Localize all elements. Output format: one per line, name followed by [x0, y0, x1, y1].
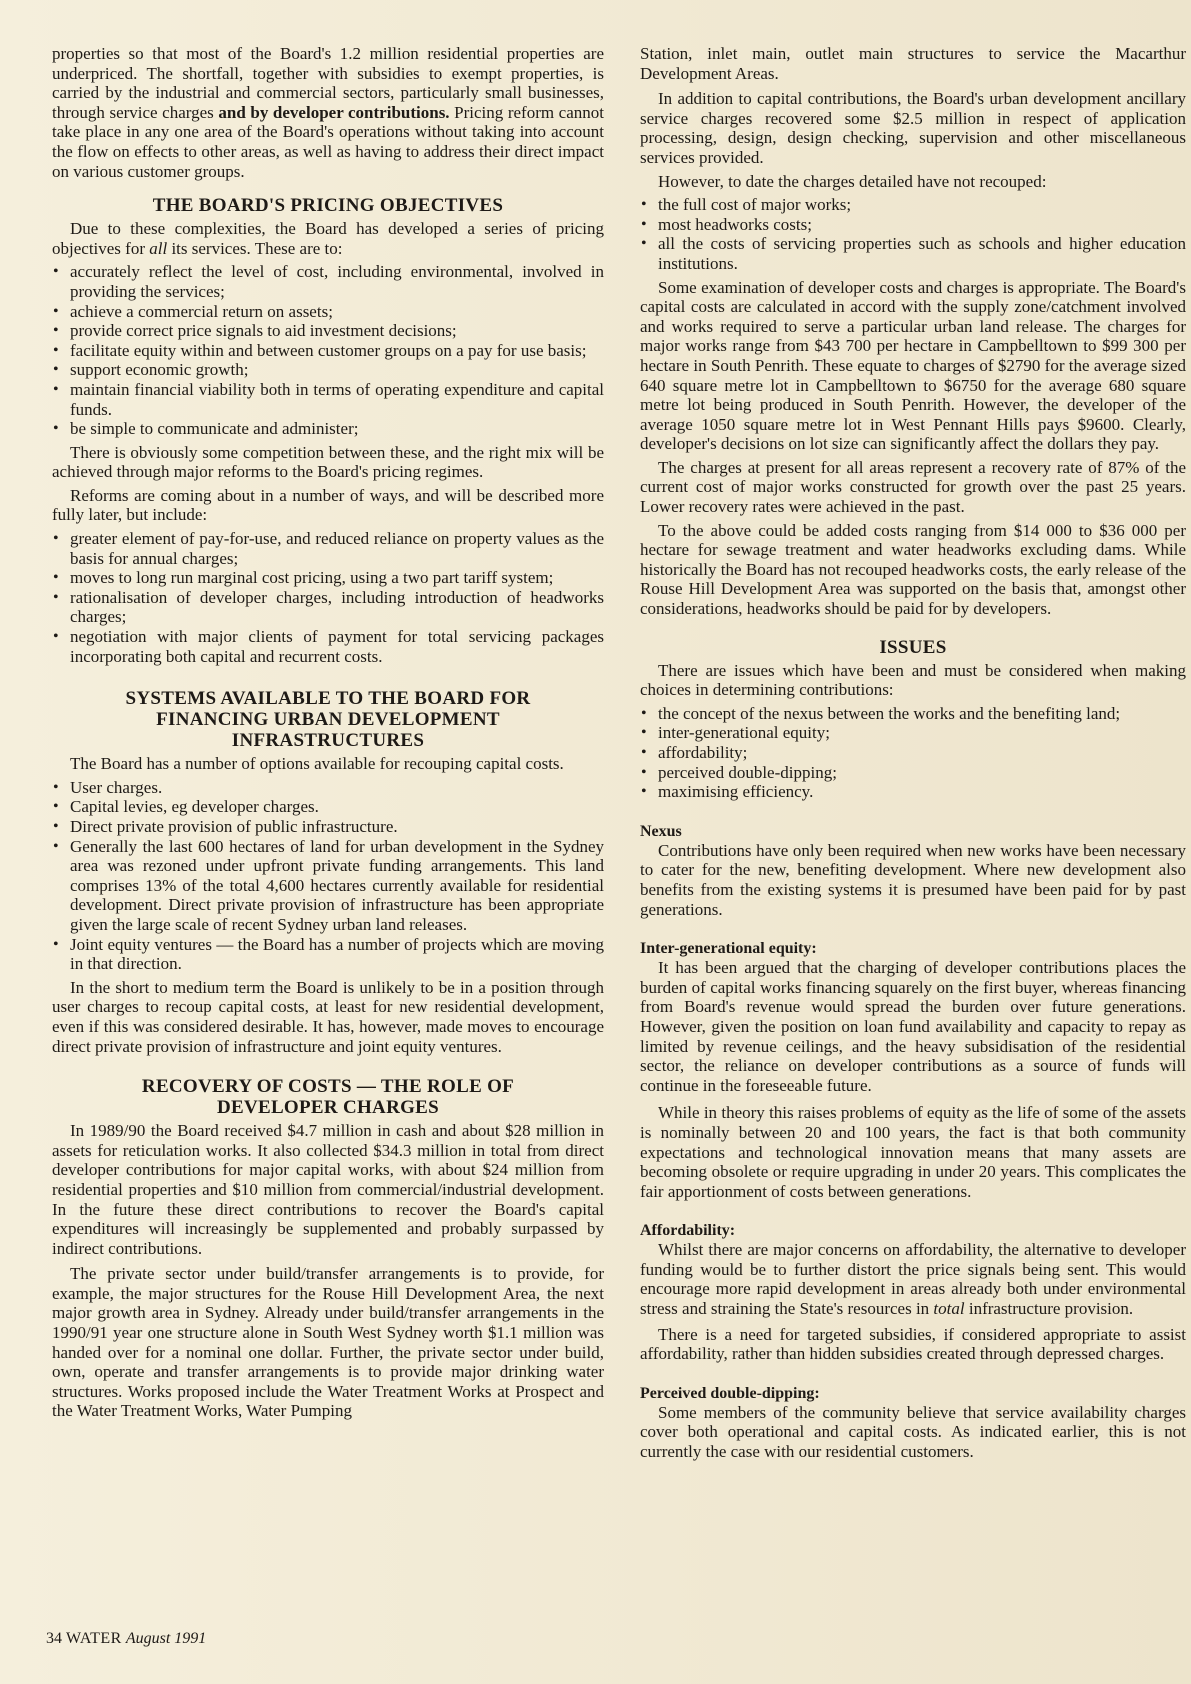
left-column	[52, 44, 604, 1425]
pricing-paragraph	[52, 219, 604, 258]
heading-issues: ISSUES	[879, 636, 947, 658]
intro-text-cont: Pricing reform cannot take place in any one area of the Board's operations without taking into account the flow on effects to other areas, as well as having to address their direct impact on various customer groups.	[52, 102, 604, 181]
list-item: • Direct private provision of public infrastructure.	[52, 817, 604, 837]
heading-pricing-objectives: THE BOARD'S PRICING OBJECTIVES	[152, 195, 504, 217]
issues-list	[640, 704, 1186, 802]
issue-date: August 1991	[125, 1630, 207, 1647]
list-item: • the concept of the nexus between the works and the benefiting land;	[640, 704, 1186, 724]
list-item: • be simple to communicate and administer;	[52, 419, 604, 439]
intergen-paragraph-2: While in theory this raises problems of equity as the life of some of the assets is nominally between 20 and 100 years, the fact is that both community expectations and technological innovation means that many assets are becoming obsolete or require upgrading in under 20 years. This complicates the fair apportionment of costs between generations.	[640, 1103, 1186, 1201]
page-footer	[46, 1630, 206, 1648]
subheading-affordability: Affordability:	[640, 1222, 736, 1240]
issues-paragraph: There are issues which have been and must be considered when making choices in determining contributions:	[640, 660, 1186, 700]
list-item: • greater element of pay-for-use, and reduced reliance on property values as the basis for annual charges;	[52, 529, 604, 568]
list-item: • Capital levies, eg developer charges.	[52, 797, 604, 817]
examination-paragraph: Some examination of developer costs and charges is appropriate. The Board's capital costs are calculated in accord with the supply zone/catchment involved and works required to serve a particular urban land release. The charges for major works range from $43 700 per hectare in Campbelltown to $99 300 per hectare in South Penrith. These equate to charges of $2790 for the average sized 640 square metre lot in Campbelltown to $6750 for the average 680 square metre lot being produced in South Penrith. However, the developer of the average 1050 square metre lot in West Pennant Hills pays $9600. Clearly, developer's decisions on lot size can significantly affect the dollars they pay.	[640, 277, 1186, 454]
list-item: • affordability;	[640, 743, 1186, 763]
systems-list	[52, 778, 604, 974]
pricing-objectives-list	[52, 262, 604, 438]
list-item: • rationalisation of developer charges, including introduction of headworks charges;	[52, 588, 604, 627]
list-item: • maximising efficiency.	[640, 782, 1186, 802]
affordability-paragraph-2: There is a need for targeted subsidies, if considered appropriate to assist affordability, rather than hidden subsidies created through depressed charges.	[640, 1324, 1186, 1364]
page-number: 34	[46, 1630, 62, 1647]
double-dipping-paragraph: Some members of the community believe that service availability charges cover both operational and capital costs. As indicated earlier, this is not currently the case with our residential customers.	[640, 1402, 1186, 1462]
subheading-perceived-double-dipping: Perceived double-dipping:	[640, 1384, 820, 1402]
affordability-italic: total	[933, 1299, 965, 1319]
list-item: • Joint equity ventures — the Board has a number of projects which are moving in that direction.	[52, 935, 604, 974]
subheading-nexus: Nexus	[640, 822, 682, 840]
list-item: • provide correct price signals to aid investment decisions;	[52, 321, 604, 341]
systems-paragraph: The Board has a number of options available for recouping capital costs.	[70, 754, 564, 774]
affordability-text: Whilst there are major concerns on affordability, the alternative to developer funding would be to further distort the price signals being sent. This would encourage more rapid development in areas already both under environmental stress and straining the State's resources in	[640, 1240, 1186, 1319]
added-costs-paragraph: To the above could be added costs ranging from $14 000 to $36 000 per hectare for sewage treatment and water headworks excluding dams. While historically the Board has not recouped headworks costs, the early release of the Rouse Hill Development Area was supported on the basis that, amongst other considerations, headworks should be paid for by developers.	[640, 520, 1186, 619]
however-paragraph: However, to date the charges detailed have not recouped:	[658, 171, 1047, 191]
magazine-name: WATER	[66, 1630, 122, 1647]
addition-paragraph: In addition to capital contributions, the Board's urban development ancillary service charges recovered some $2.5 million in respect of application processing, design, design checking, supervision and other miscellaneous services provided.	[640, 89, 1186, 167]
list-item: • moves to long run marginal cost pricing, using a two part tariff system;	[52, 568, 604, 588]
pricing-text: Due to these complexities, the Board has developed a series of pricing objectives for	[52, 219, 604, 258]
list-item: • facilitate equity within and between customer groups on a pay for use basis;	[52, 341, 604, 361]
affordability-text-cont: infrastructure provision.	[964, 1299, 1134, 1319]
list-item: • achieve a commercial return on assets;	[52, 302, 604, 322]
list-item: • support economic growth;	[52, 360, 604, 380]
list-item: • the full cost of major works;	[640, 195, 1186, 215]
list-item: • User charges.	[52, 778, 604, 798]
recovery-paragraph-1: In 1989/90 the Board received $4.7 million in cash and about $28 million in assets for reticulation works. It also collected $34.3 million in total from direct developer contributions for major capital works, with about $24 million from residential properties and $10 million from commercial/industrial development. In the future these direct contributions to recover the Board's capital expenditures will increasingly be supplemented and probably surpassed by indirect contributions.	[52, 1121, 604, 1258]
heading-systems-available: SYSTEMS AVAILABLE TO THE BOARD FOR FINANCING URBAN DEVELOPMENT INFRASTRUCTURES	[125, 688, 531, 752]
pricing-text-cont: its services. These are to:	[167, 238, 343, 258]
list-item: • all the costs of servicing properties such as schools and higher education institutions.	[640, 234, 1186, 273]
reforms-paragraph: Reforms are coming about in a number of ways, and will be described more fully later, but include:	[52, 485, 604, 525]
not-recouped-list	[640, 195, 1186, 273]
list-item: • negotiation with major clients of payment for total servicing packages incorporating both capital and recurrent costs.	[52, 627, 604, 666]
intro-bold-text: and by developer contributions.	[218, 102, 450, 122]
list-item: • accurately reflect the level of cost, including environmental, involved in providing the services;	[52, 262, 604, 301]
list-item: • Generally the last 600 hectares of land for urban development in the Sydney area was rezoned under upfront private funding arrangements. This land comprises 13% of the total 4,600 hectares currently available for residential development. Direct private provision of infrastructure has been appropriate given the large scale of recent Sydney urban land releases.	[52, 837, 604, 935]
list-item: • perceived double-dipping;	[640, 763, 1186, 783]
continuation-paragraph: Station, inlet main, outlet main structures to service the Macarthur Development Areas.	[640, 44, 1186, 83]
right-column	[640, 44, 1186, 1466]
nexus-paragraph: Contributions have only been required when new works have been necessary to cater for the new, benefiting development. Where new development also benefits from the existing systems it is presumed have been paid for by past generations.	[640, 840, 1186, 919]
charges-paragraph: The charges at present for all areas represent a recovery rate of 87% of the current cost of major works constructed for growth over the past 25 years. Lower recovery rates were achieved in the past.	[640, 457, 1186, 517]
pricing-italic: all	[149, 238, 168, 258]
heading-recovery-of-costs: RECOVERY OF COSTS — THE ROLE OF DEVELOPER CHARGES	[141, 1076, 515, 1119]
list-item: • most headworks costs;	[640, 215, 1186, 235]
competition-paragraph: There is obviously some competition between these, and the right mix will be achieved through major reforms to the Board's pricing regimes.	[52, 442, 604, 482]
intro-paragraph	[52, 44, 604, 181]
intergen-paragraph-1: It has been argued that the charging of developer contributions places the burden of capital works financing squarely on the first buyer, whereas financing from Board's revenue would spread the burden over future generations. However, given the position on loan fund availability and capacity to repay as limited by revenue ceilings, and the heavy subsidisation of the residential sector, the reliance on developer contributions as a source of funds will continue in the foreseeable future.	[640, 958, 1186, 1095]
recovery-paragraph-2: The private sector under build/transfer arrangements is to provide, for example, the major structures for the Rouse Hill Development Area, the next major growth area in Sydney. Already under build/transfer arrangements in the 1990/91 year one structure alone in South West Sydney worth $1.1 million was handed over for a nominal one dollar. Further, the private sector under build, own, operate and transfer arrangements is to provide major drinking water structures. Works proposed include the Water Treatment Works at Prospect and the Water Treatment Works, Water Pumping	[52, 1264, 604, 1421]
list-item: • inter-generational equity;	[640, 723, 1186, 743]
intro-text: properties so that most of the Board's 1.2 million residential properties are underpriced. The shortfall, together with subsidies to exempt properties, is carried by the industrial and commercial sectors, particularly small businesses, through service charges	[52, 44, 604, 122]
short-term-paragraph: In the short to medium term the Board is unlikely to be in a position through user charges to recoup capital costs, at least for new residential development, even if this was considered desirable. It has, however, made moves to encourage direct private provision of infrastructure and joint equity ventures.	[52, 977, 604, 1056]
list-item: • maintain financial viability both in terms of operating expenditure and capital funds.	[52, 380, 604, 419]
affordability-paragraph-1	[640, 1240, 1186, 1318]
reforms-list	[52, 529, 604, 666]
subheading-inter-generational-equity: Inter-generational equity:	[640, 940, 817, 958]
